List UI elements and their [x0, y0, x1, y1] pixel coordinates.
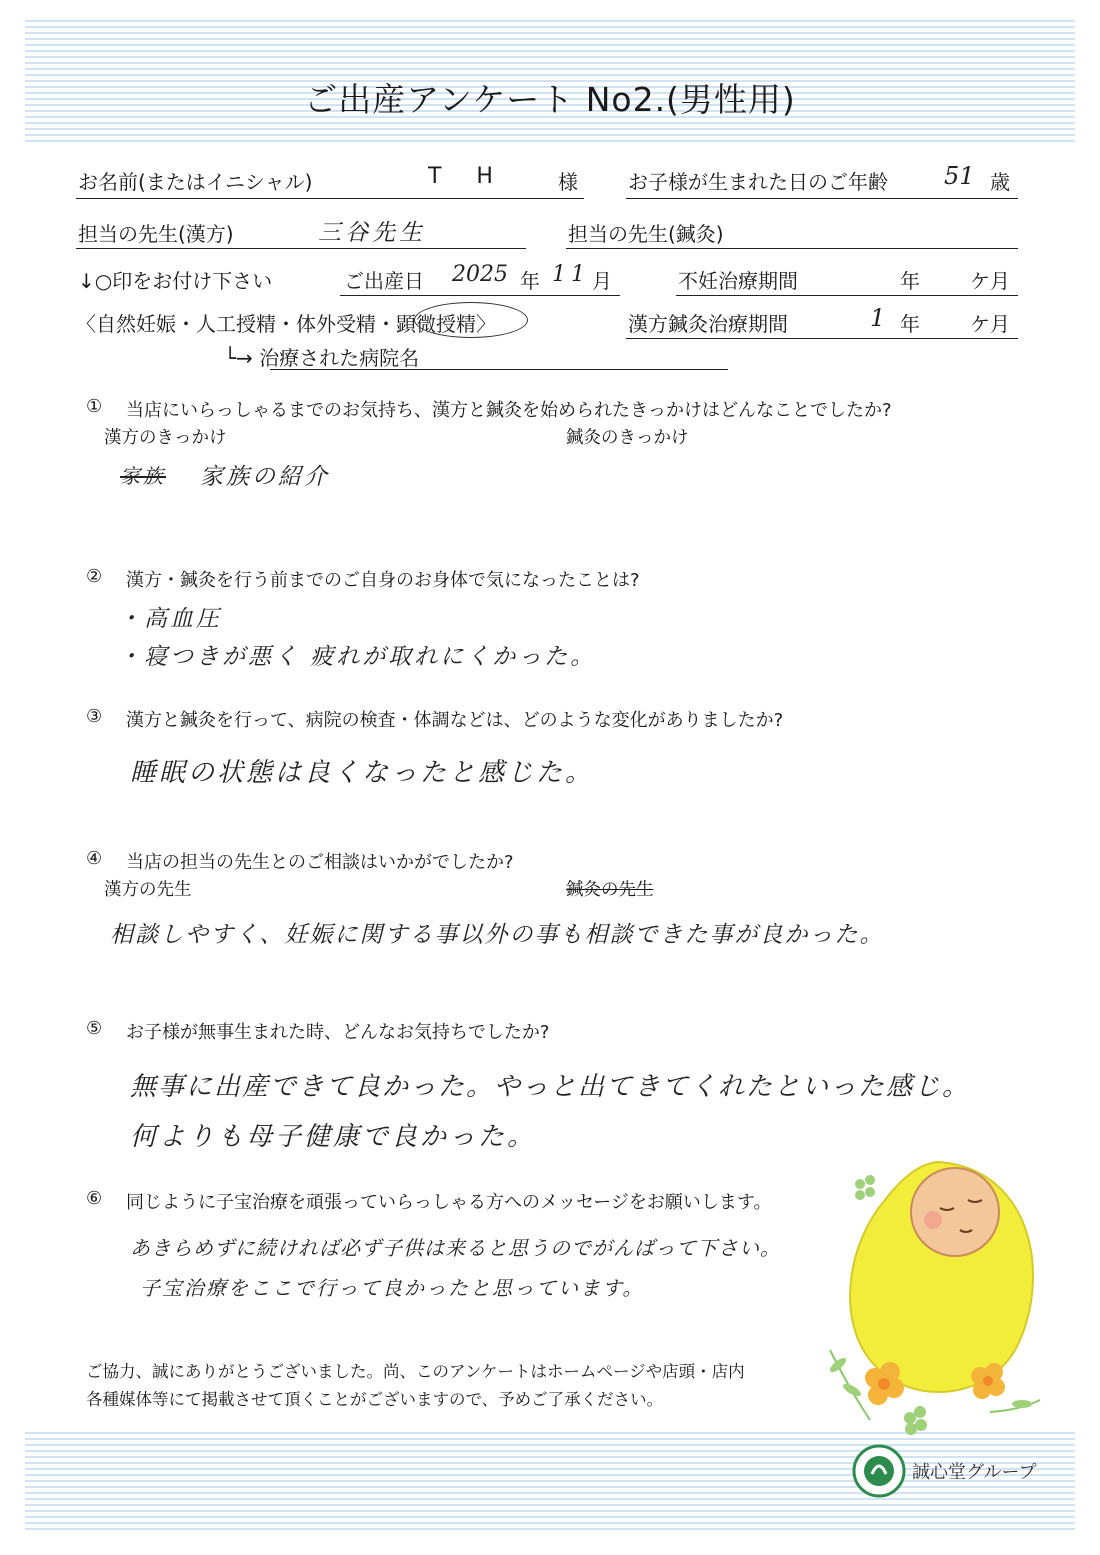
flower-icon	[865, 1362, 904, 1405]
birth-date-label: ご出産日	[344, 269, 424, 293]
age-value: 51	[944, 162, 975, 190]
q4-sub-kampo: 漢方の先生	[104, 880, 192, 900]
infertility-month-unit: ケ月	[970, 269, 1010, 293]
q4-text: 当店の担当の先生とのご相談はいかがでしたか?	[126, 852, 514, 873]
age-underline	[626, 198, 1018, 199]
birth-year-unit: 年	[520, 269, 540, 293]
q5-answer-1: 無事に出産できて良かった。やっと出てきてくれたといった感じ。	[130, 1072, 971, 1102]
sleeping-baby-illustration	[790, 1150, 1080, 1440]
q4-sub-acu: 鍼灸の先生	[566, 880, 654, 900]
infertility-underline	[676, 295, 1018, 296]
birth-date-underline	[340, 295, 620, 296]
hospital-label: └→ 治療された病院名	[224, 346, 420, 370]
infertility-year-unit: 年	[900, 269, 920, 293]
flower-icon	[971, 1363, 1005, 1399]
q6-answer-2: 子宝治療をここで行って良かったと思っています。	[140, 1276, 645, 1300]
birth-year-value: 2025	[452, 262, 508, 287]
name-value: T H	[428, 164, 507, 189]
q2-answer-2: ・寝つきが悪く 疲れが取れにくかった。	[118, 644, 597, 670]
seishindo-logo-icon	[852, 1444, 906, 1498]
q3-answer: 睡眠の状態は良くなったと感じた。	[130, 758, 595, 788]
hospital-underline	[270, 369, 728, 370]
baby-cheek	[924, 1211, 942, 1229]
birth-month-unit: 月	[592, 269, 612, 293]
kampo-teacher-label: 担当の先生(漢方)	[78, 222, 234, 246]
q5-number: ⑤	[86, 1018, 103, 1039]
q3-number: ③	[86, 706, 103, 727]
circle-instruction: ↓○印をお付け下さい	[78, 269, 273, 293]
kampo-period-years: 1	[870, 304, 886, 332]
q6-answer-1: あきらめずに続ければ必ず子供は来ると思うのでがんばって下さい。	[130, 1236, 781, 1260]
q6-number: ⑥	[86, 1188, 103, 1209]
q3-text: 漢方と鍼灸を行って、病院の検査・体調などは、どのような変化がありましたか?	[126, 710, 784, 731]
kampo-period-year-unit: 年	[900, 312, 920, 336]
kampo-teacher-underline	[76, 248, 526, 249]
q1-sub-kampo: 漢方のきっかけ	[104, 428, 227, 448]
q1-text: 当店にいらっしゃるまでのお気持ち、漢方と鍼灸を始められたきっかけはどんなことでしたか?	[126, 400, 892, 421]
sama-label: 様	[558, 170, 578, 194]
selected-method-circle	[414, 302, 528, 338]
age-unit: 歳	[990, 170, 1010, 194]
flower-icon	[904, 1406, 927, 1435]
infertility-period-label: 不妊治療期間	[678, 269, 798, 293]
age-label: お子様が生まれた日のご年齢	[628, 170, 888, 194]
name-label: お名前(またはイニシャル)	[78, 170, 313, 194]
q4-answer: 相談しやすく、妊娠に関する事以外の事も相談できた事が良かった。	[110, 922, 885, 948]
q1-answer: 家族の紹介	[200, 464, 330, 490]
name-underline	[76, 198, 584, 199]
kampo-period-month-unit: ケ月	[970, 312, 1010, 336]
q4-number: ④	[86, 848, 103, 869]
kampo-teacher-value: 三谷先生	[318, 220, 426, 246]
q2-text: 漢方・鍼灸を行う前までのご自身のお身体で気になったことは?	[126, 570, 640, 591]
kampo-period-underline	[626, 338, 1018, 339]
acu-teacher-label: 担当の先生(鍼灸)	[568, 222, 724, 246]
q6-text: 同じように子宝治療を頑張っていらっしゃる方へのメッセージをお願いします。	[126, 1192, 772, 1213]
flower-icon	[855, 1175, 875, 1200]
q2-answer-1: ・高血圧	[118, 606, 222, 632]
footer-line-2: 各種媒体等にて掲載させて頂くことがございますので、予めご了承ください。	[86, 1390, 664, 1409]
baby-face	[911, 1168, 999, 1256]
footer-line-1: ご協力、誠にありがとうございました。尚、このアンケートはホームページや店頭・店内	[86, 1362, 745, 1381]
q1-struck-answer: 家族	[120, 464, 166, 488]
page-title: ご出産アンケート No2.(男性用)	[304, 80, 796, 119]
q5-text: お子様が無事生まれた時、どんなお気持ちでしたか?	[126, 1022, 550, 1043]
q5-answer-2: 何よりも母子健康で良かった。	[130, 1122, 537, 1152]
q1-number: ①	[86, 396, 103, 417]
kampo-period-label: 漢方鍼灸治療期間	[628, 312, 788, 336]
q2-number: ②	[86, 566, 103, 587]
birth-month-value: 11	[552, 262, 590, 287]
pregnancy-methods: 〈自然妊娠・人工授精・体外受精・顕微授精〉	[76, 312, 496, 336]
brand-name: 誠心堂グループ	[912, 1462, 1037, 1483]
acu-teacher-underline	[566, 248, 1018, 249]
q1-sub-acu: 鍼灸のきっかけ	[566, 428, 689, 448]
